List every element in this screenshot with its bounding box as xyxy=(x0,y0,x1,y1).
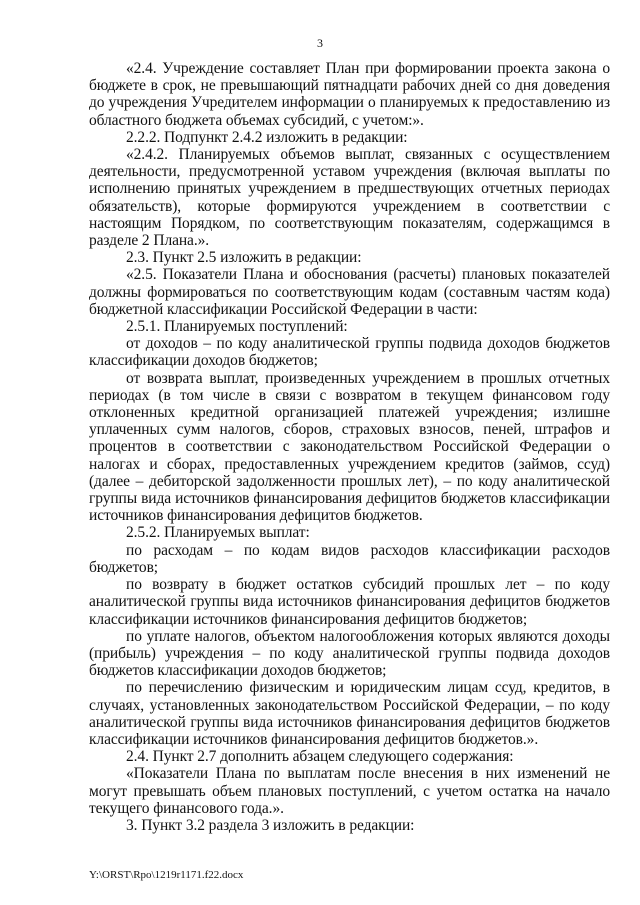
paragraph-2-5-1-heading: 2.5.1. Планируемых поступлений: xyxy=(126,318,348,336)
paragraph-subsidy-return: по возврату в бюджет остатков субсидий прошлых лет – по коду аналитической группы вида источников финансирования дефицитов бюджетов классификации источников финансирования дефицитов бюджетов; xyxy=(89,576,610,628)
paragraph-loans: по перечислению физическим и юридическим лицам ссуд, кредитов, в случаях, установленных законодательством Российской Федерации, – по коду аналитической группы вида источников финансирования дефицитов бюджетов классификации источников финансирования дефицитов бюджетов.». xyxy=(89,679,610,748)
paragraph-2-4-2-text: «2.4.2. Планируемых объемов выплат, связанных с осуществлением деятельности, предусмотренной уставом учреждения (включая выплаты по исполнению принятых учреждением в предшествующих отчетных периодах обязательств), которые формируются учреждением в соответствии с настоящим Порядком, по соответствующим показателям, содержащимся в разделе 2 Плана.». xyxy=(89,146,610,250)
paragraph-2-4-text: «2.4. Учреждение составляет План при формировании проекта закона о бюджете в срок, не превышающий пятнадцати рабочих дней со дня доведения до учреждения Учредителем информации о планируемых к предоставлению из областного бюджета объемах субсидий, с учетом:». xyxy=(89,60,610,129)
page-number: 3 xyxy=(317,36,323,50)
paragraph-taxes: по уплате налогов, объектом налогообложения которых являются доходы (прибыль) учреждения – по коду аналитической группы подвида доходов бюджетов классификации доходов бюджетов; xyxy=(89,627,610,680)
paragraph-2-5-text: «2.5. Показатели Плана и обоснования (расчеты) плановых показателей должны формироваться по соответствующим кодам (составным частям кода) бюджетной классификации Российской Федерации в части: xyxy=(89,266,610,318)
paragraph-2-4-amend-heading: 2.4. Пункт 2.7 дополнить абзацем следующего содержания: xyxy=(126,748,514,766)
paragraph-refunds: от возврата выплат, произведенных учреждением в прошлых отчетных периодах (в том числе в связи с возвратом в текущем финансовом году отклоненных кредитной организацией платежей учреждения; излишне уплаченных сумм налогов, сборов, страховых взносов, пеней, штрафов и процентов в соответствии с законодательством Российской Федерации о налогах и сборах, предоставленных учреждением кредитов (займов, ссуд) (далее – дебиторской задолженности прошлых лет), – по коду аналитической группы вида источников финансирования дефицитов бюджетов классификации источников финансирования дефицитов бюджетов. xyxy=(89,369,610,525)
file-path-footer: Y:\ORST\Rpo\1219r1171.f22.docx xyxy=(89,869,244,881)
paragraph-limits: «Показатели Плана по выплатам после внесения в них изменений не могут превышать объем плановых поступлений, с учетом остатка на начало текущего финансового года.». xyxy=(89,765,610,817)
paragraph-2-3-heading: 2.3. Пункт 2.5 изложить в редакции: xyxy=(126,249,362,267)
paragraph-2-2-2-heading: 2.2.2. Подпункт 2.4.2 изложить в редакции: xyxy=(126,128,408,146)
paragraph-expenses: по расходам – по кодам видов расходов классификации расходов бюджетов; xyxy=(89,541,610,576)
paragraph-3-heading: 3. Пункт 3.2 раздела 3 изложить в редакции: xyxy=(126,816,415,834)
paragraph-income: от доходов – по коду аналитической группы подвида доходов бюджетов классификации доходов бюджетов; xyxy=(89,335,610,370)
paragraph-2-5-2-heading: 2.5.2. Планируемых выплат: xyxy=(126,524,310,542)
document-body xyxy=(89,60,610,834)
